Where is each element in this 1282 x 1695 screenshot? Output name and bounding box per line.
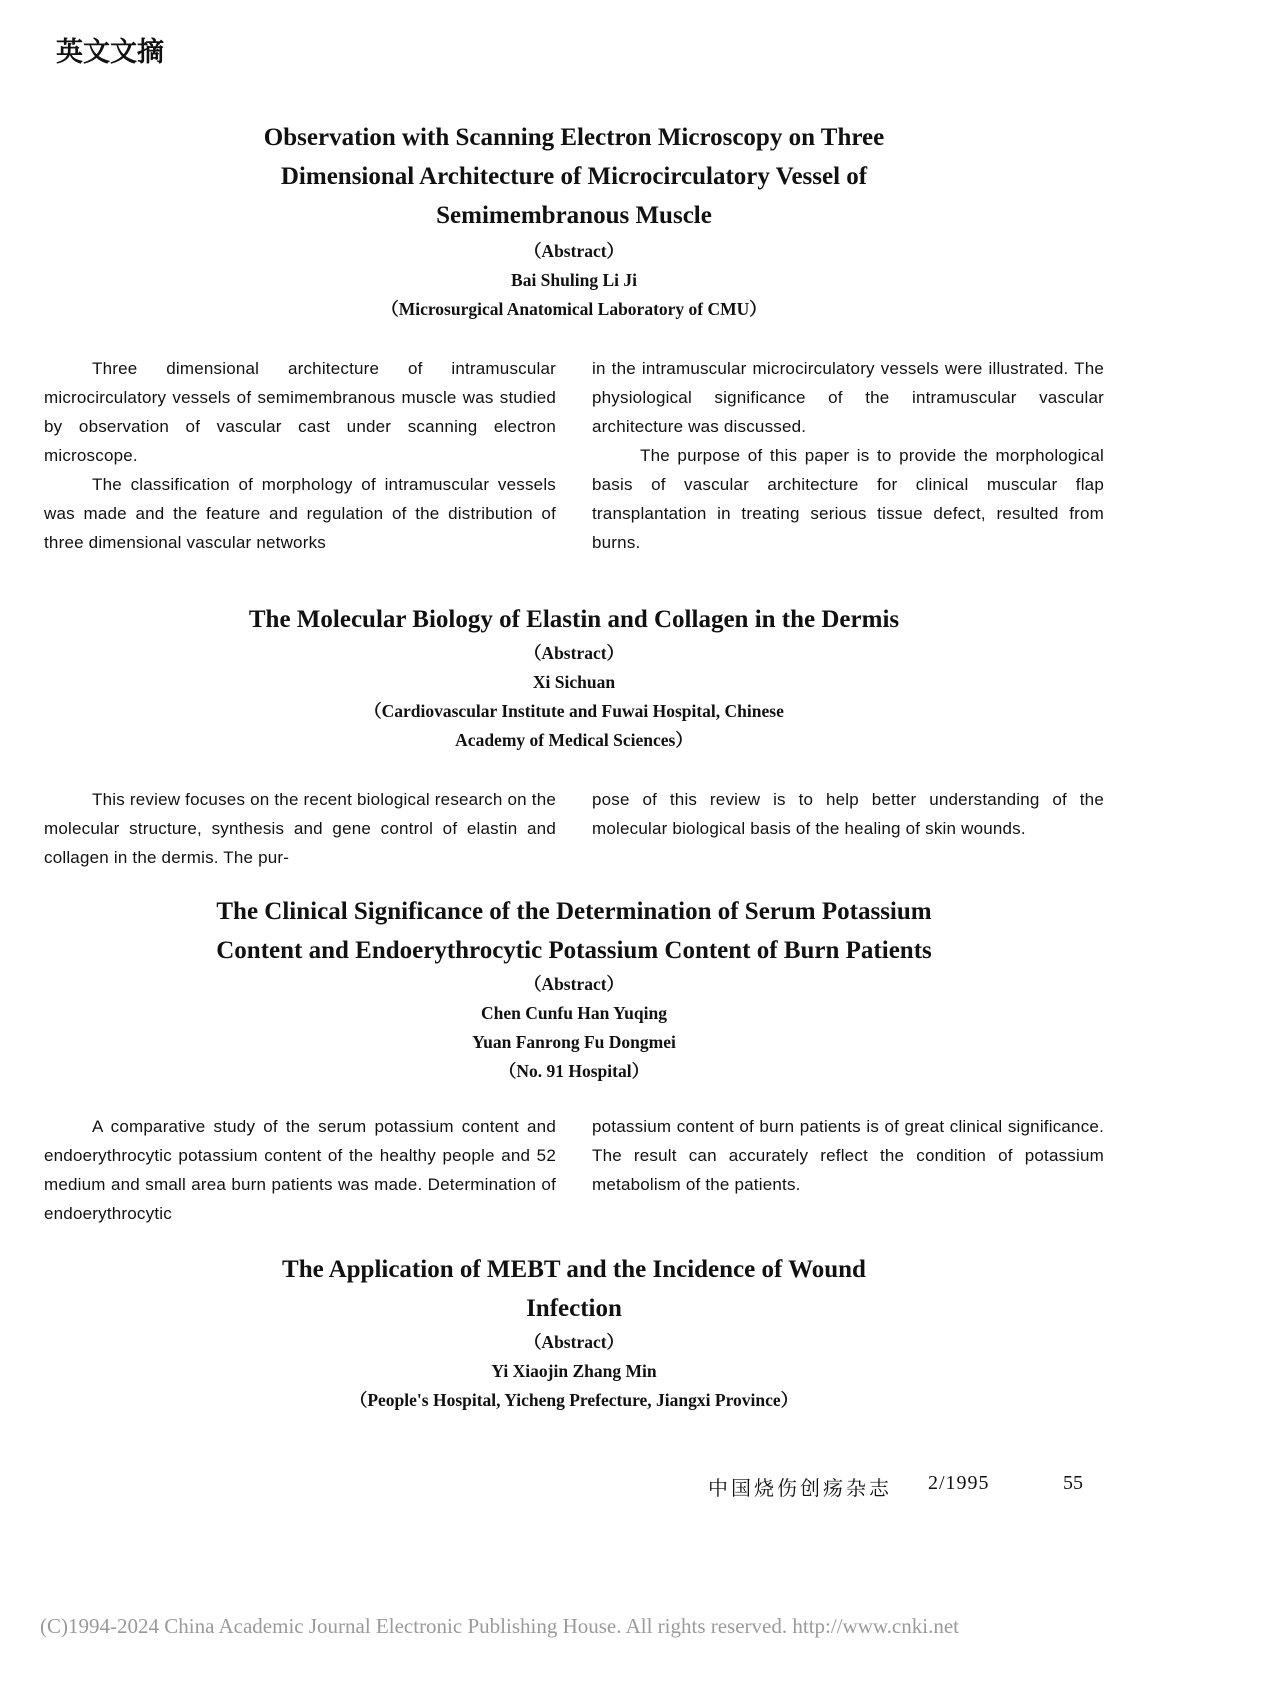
copyright-notice: (C)1994-2024 China Academic Journal Electronic Publishing House. All rights reserved. http://www.cnki.net — [40, 1614, 959, 1638]
affiliation: （Cardiovascular Institute and Fuwai Hospital, Chinese — [364, 701, 784, 721]
title-line: Semimembranous Muscle — [436, 202, 712, 229]
paragraph: The purpose of this paper is to provide the morphological basis of vascular architecture for clinical muscular flap transplantation in treating serious tissue defect, resulted from burns. — [592, 446, 1104, 552]
affiliation: （Microsurgical Anatomical Laboratory of CMU） — [381, 299, 767, 319]
abstract-label: （Abstract） — [523, 241, 625, 261]
title-line: Observation with Scanning Electron Microscopy on Three — [263, 124, 885, 151]
paragraph: A comparative study of the serum potassium content and endoerythrocytic potassium content of the healthy people and 52 medium and small area burn patients was made. Determination of endoerythrocytic — [44, 1117, 556, 1223]
abstract-label: （Abstract） — [523, 1332, 625, 1352]
footer-journal-name: 中国烧伤创疡杂志 — [708, 1476, 892, 1500]
abstract-body — [44, 354, 1104, 557]
article-title — [44, 118, 1104, 235]
paragraph: pose of this review is to help better understanding of the molecular biological basis of the healing of skin wounds. — [592, 790, 1104, 838]
left-column — [44, 1112, 556, 1228]
section-label: 英文文摘 — [56, 37, 164, 68]
title-line: Infection — [526, 1295, 622, 1322]
authors: Xi Sichuan — [532, 672, 616, 692]
abstract-label: （Abstract） — [523, 643, 625, 663]
left-column — [44, 354, 556, 557]
abstract-body — [44, 785, 1104, 872]
title-line: The Molecular Biology of Elastin and Collagen in the Dermis — [248, 606, 900, 633]
article-2 — [44, 600, 1104, 872]
paragraph: Three dimensional architecture of intramuscular microcirculatory vessels of semimembranous muscle was studied by observation of vascular cast under scanning electron microscope. — [44, 359, 556, 465]
left-column — [44, 785, 556, 872]
article-4 — [44, 1250, 1104, 1415]
article-title — [44, 892, 1104, 970]
title-line: Content and Endoerythrocytic Potassium Content of Burn Patients — [216, 937, 932, 964]
article-1 — [44, 118, 1104, 557]
article-title — [44, 1250, 1104, 1328]
paragraph: This review focuses on the recent biological research on the molecular structure, synthesis and gene control of elastin and collagen in the dermis. The pur- — [44, 790, 556, 867]
abstract-label: （Abstract） — [523, 974, 625, 994]
article-3 — [44, 892, 1104, 1228]
paragraph: The classification of morphology of intramuscular vessels was made and the feature and regulation of the distribution of three dimensional vascular networks — [44, 475, 556, 552]
paragraph: potassium content of burn patients is of great clinical significance. The result can accurately reflect the condition of potassium metabolism of the patients. — [592, 1117, 1104, 1194]
right-column — [592, 354, 1104, 557]
footer-issue: 2/1995 — [928, 1472, 990, 1494]
authors: Yuan Fanrong Fu Dongmei — [472, 1032, 676, 1052]
authors: Chen Cunfu Han Yuqing — [481, 1003, 667, 1023]
right-column — [592, 785, 1104, 872]
right-column — [592, 1112, 1104, 1228]
title-line: The Application of MEBT and the Incidence of Wound — [282, 1256, 866, 1283]
authors: Bai Shuling Li Ji — [511, 270, 637, 290]
page-number: 55 — [1063, 1472, 1083, 1494]
authors: Yi Xiaojin Zhang Min — [491, 1361, 657, 1381]
affiliation: Academy of Medical Sciences） — [455, 730, 693, 750]
title-line: The Clinical Significance of the Determination of Serum Potassium — [216, 898, 932, 925]
abstract-body — [44, 1112, 1104, 1228]
title-line: Dimensional Architecture of Microcirculatory Vessel of — [280, 163, 868, 190]
affiliation: （People's Hospital, Yicheng Prefecture, Jiangxi Province） — [349, 1390, 799, 1410]
affiliation: （No. 91 Hospital） — [498, 1061, 650, 1081]
article-title — [44, 600, 1104, 639]
paragraph: in the intramuscular microcirculatory vessels were illustrated. The physiological significance of the intramuscular vascular architecture was discussed. — [592, 359, 1104, 436]
